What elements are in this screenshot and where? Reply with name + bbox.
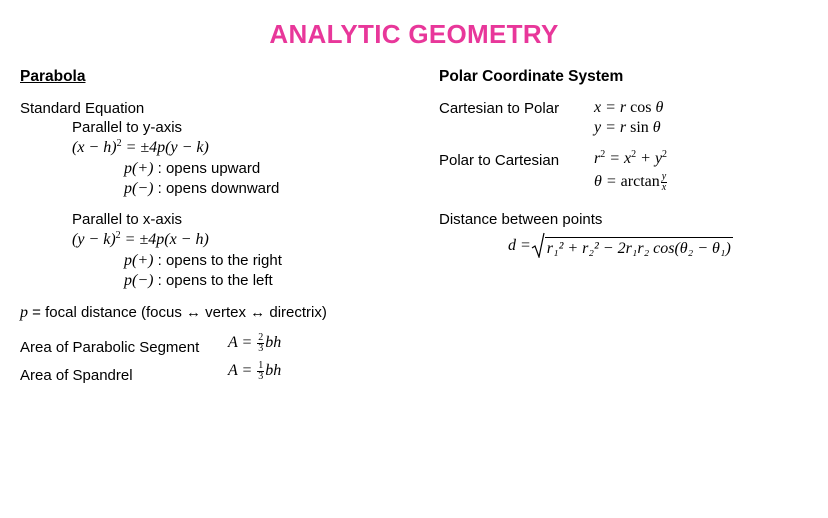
theta-equation: θ = arctan $\frac{y}{x}$: [594, 171, 667, 193]
parabolic-segment-formula: A = $\frac{2}{3}$ bh: [228, 332, 282, 354]
square-root-icon: [531, 232, 545, 258]
distance-formula: d = r₁² + r₂² − 2r₁r₂ cos(θ₂ − θ₁): [508, 232, 733, 258]
distance-label: Distance between points: [439, 211, 603, 228]
parallel-x-equation: $(y - k)^2 = \pm 4p(x - h)$: [72, 230, 209, 248]
page-title: ANALYTIC GEOMETRY: [269, 19, 559, 49]
parallel-y-label: Parallel to y-axis: [72, 119, 183, 136]
polar-heading: Polar Coordinate System: [439, 68, 624, 85]
parabolic-segment-label: Area of Parabolic Segment: [20, 339, 200, 356]
spandrel-formula: A = $\frac{1}{3}$ bh: [228, 360, 282, 382]
cartesian-to-polar-label: Cartesian to Polar: [439, 100, 560, 117]
polar-to-cartesian-label: Polar to Cartesian: [439, 152, 560, 169]
x-equation: x = r cos θ: [594, 99, 664, 116]
parallel-x-p-negative: p(−) : opens to the left: [124, 272, 273, 289]
parallel-y-p-positive: p(+) : opens upward: [124, 160, 261, 177]
parallel-x-p-positive: p(+) : opens to the right: [124, 252, 282, 269]
parallel-y-p-negative: p(−) : opens downward: [124, 180, 280, 197]
parallel-x-label: Parallel to x-axis: [72, 211, 183, 228]
parallel-y-equation: $(x - h)^2 = \pm 4p(y - k)$: [72, 138, 209, 156]
y-equation: y = r sin θ: [594, 119, 661, 136]
parabola-heading: Parabola: [20, 68, 86, 85]
standard-equation-label: Standard Equation: [20, 100, 145, 117]
r-equation: $r^2 = x^2 + y^2$: [594, 149, 668, 167]
focal-distance-note: p = focal distance (focus ↔ vertex ↔ directrix): [20, 304, 327, 321]
spandrel-label: Area of Spandrel: [20, 367, 133, 384]
